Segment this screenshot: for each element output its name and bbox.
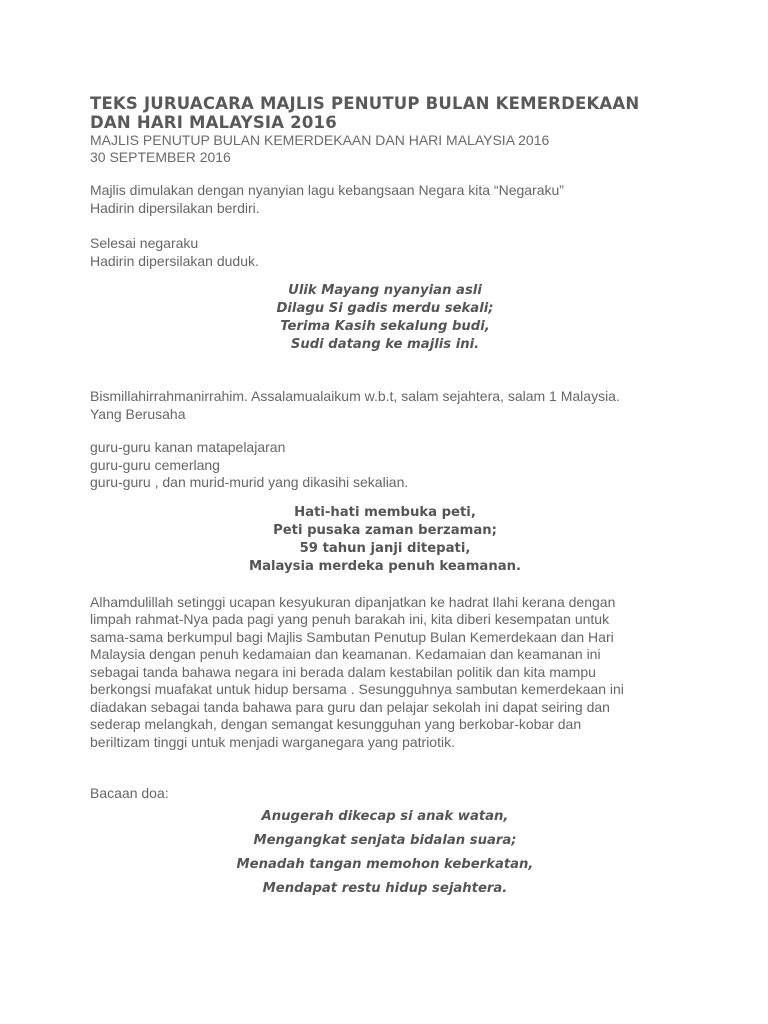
pantun-line: Menadah tangan memohon keberkatan, <box>236 856 534 872</box>
doa-label: Bacaan doa: <box>90 785 169 801</box>
body-line: sama-sama berkumpul bagi Majlis Sambutan Penutup Bulan Kemerdekaan dan Hari <box>90 628 614 645</box>
pantun-line: Ulik Mayang nyanyian asli <box>288 283 482 298</box>
body-line: beriltizam tinggi untuk menjadi warganegara yang patriotik. <box>90 733 455 750</box>
document-title <box>90 94 680 132</box>
body-paragraph <box>90 594 680 752</box>
after-anthem-line-2: Hadirin dipersilakan duduk. <box>90 252 259 269</box>
after-anthem-paragraph <box>90 235 680 270</box>
pantun-line: Mengangkat senjata bidalan suara; <box>253 832 517 848</box>
pantun-welcome <box>90 282 680 354</box>
pantun-line: Anugerah dikecap si anak watan, <box>261 808 509 824</box>
document-page <box>90 94 680 901</box>
opening-paragraph <box>90 182 680 217</box>
pantun-line: Hati-hati membuka peti, <box>294 504 476 520</box>
body-line: berkongsi muafakat untuk hidup bersama . Sesungguhnya sambutan kemerdekaan ini <box>90 681 624 697</box>
pantun-line: 59 tahun janji ditepati, <box>299 540 471 556</box>
after-anthem-line-1: Selesai negaraku <box>90 235 199 251</box>
body-line: Malaysia dengan penuh kedamaian dan keamanan. Kedamaian dan keamanan ini <box>90 646 601 662</box>
document-date: 30 SEPTEMBER 2016 <box>90 149 231 165</box>
pantun-line: Sudi datang ke majlis ini. <box>290 337 480 352</box>
pantun-line: Malaysia merdeka penuh keamanan. <box>248 558 522 574</box>
pantun-line: Terima Kasih sekalung budi, <box>280 319 490 334</box>
pantun-line: Mendapat restu hidup sejahtera. <box>262 880 508 896</box>
pantun-line: Dilagu Si gadis merdu sekali; <box>276 301 494 316</box>
body-line: sederap melangkah, dengan semangat kesungguhan yang berkobar-kobar dan <box>90 716 582 732</box>
attendees-list <box>90 439 680 492</box>
greeting-paragraph <box>90 388 680 423</box>
greeting-line-1: Bismillahirrahmanirrahim. Assalamualaikum w.b.t, salam sejahtera, salam 1 Malaysia. <box>90 388 620 404</box>
attendee-line: guru-guru cemerlang <box>90 456 220 473</box>
attendee-line: guru-guru kanan matapelajaran <box>90 439 286 455</box>
document-subtitle: MAJLIS PENUTUP BULAN KEMERDEKAAN DAN HARI MALAYSIA 2016 <box>90 132 550 148</box>
attendee-line: guru-guru , dan murid-murid yang dikasihi sekalian. <box>90 474 409 490</box>
body-line: diadakan sebagai tanda bahawa para guru dan pelajar sekolah ini dapat seiring dan <box>90 698 610 715</box>
pantun-doa <box>90 805 680 901</box>
body-line: sebagai tanda bahawa negara ini berada dalam kestabilan politik dan kita mampu <box>90 663 596 680</box>
body-line: Alhamdulillah setinggi ucapan kesyukuran dipanjatkan ke hadrat Ilahi kerana dengan <box>90 593 616 610</box>
body-line: limpah rahmat-Nya pada pagi yang penuh barakah ini, kita diberi kesempatan untuk <box>90 611 610 627</box>
opening-line-2: Hadirin dipersilakan berdiri. <box>90 199 260 216</box>
greeting-line-2: Yang Berusaha <box>90 405 186 422</box>
pantun-line: Peti pusaka zaman berzaman; <box>273 522 497 538</box>
pantun-merdeka <box>90 504 680 576</box>
opening-line-1: Majlis dimulakan dengan nyanyian lagu kebangsaan Negara kita “Negaraku” <box>90 182 564 198</box>
title-line-2: DAN HARI MALAYSIA 2016 <box>90 113 337 132</box>
title-line-1: TEKS JURUACARA MAJLIS PENUTUP BULAN KEMERDEKAAN <box>90 94 640 113</box>
